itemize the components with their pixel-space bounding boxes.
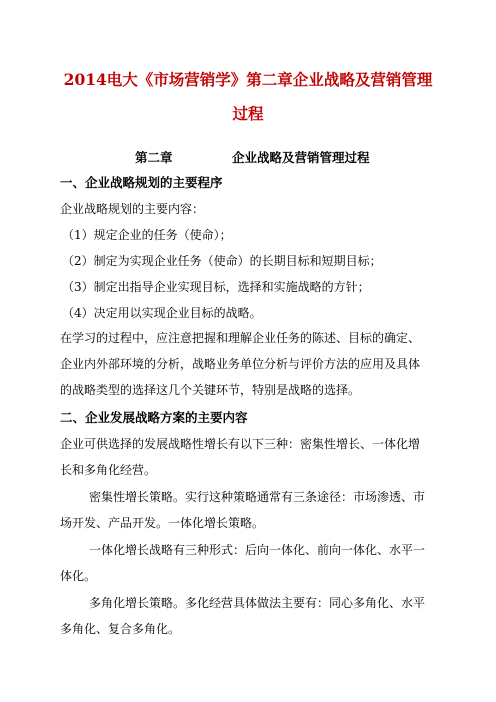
paragraph-line: 密集性增长策略。实行这种策略通常有三条途径：市场渗透、市: [89, 490, 426, 504]
section-heading-1: 一、企业战略规划的主要程序: [60, 175, 223, 190]
paragraph-line: 在学习的过程中，应注意把握和理解企业任务的陈述、目标的确定、: [60, 331, 421, 345]
chapter-label: 第二章: [135, 150, 173, 165]
paragraph-line: 多角化增长策略。多化经营具体做法主要有：同心多角化、水平: [89, 596, 426, 610]
paragraph-line: 长和多角化经营。: [60, 463, 157, 477]
chapter-title: 企业战略及营销管理过程: [232, 150, 370, 165]
paragraph-line: 的战略类型的选择这几个关键环节，特别是战略的选择。: [60, 383, 361, 397]
paragraph-line: 体化。: [60, 569, 97, 583]
paragraph-line: 一体化增长战略有三种形式：后向一体化、前向一体化、水平一: [89, 543, 426, 557]
paragraph-line: 企业可供选择的发展战略性增长有以下三种：密集性增长、一体化增: [60, 437, 421, 451]
list-item: （3）制定出指导企业实现目标，选择和实施战略的方针；: [62, 280, 370, 294]
list-item: （2）制定为实现企业任务（使命）的长期目标和短期目标；: [62, 254, 382, 268]
paragraph-line: 场开发、产品开发。一体化增长策略。: [60, 516, 265, 530]
paragraph-line: 企业内外部环境的分析，战略业务单位分析与评价方法的应用及具体: [60, 357, 421, 371]
list-item: （1）规定企业的任务（使命）；: [62, 228, 232, 242]
section1-intro: 企业战略规划的主要内容：: [60, 202, 205, 216]
paragraph-line: 多角化、复合多角化。: [60, 622, 181, 636]
list-item: （4）决定用以实现企业目标的战略。: [62, 306, 262, 320]
document-title-line-2: 过程: [232, 104, 264, 123]
document-title-line-1: 2014电大《市场营销学》第二章企业战略及营销管理: [63, 70, 433, 89]
section-heading-2: 二、企业发展战略方案的主要内容: [60, 410, 248, 425]
